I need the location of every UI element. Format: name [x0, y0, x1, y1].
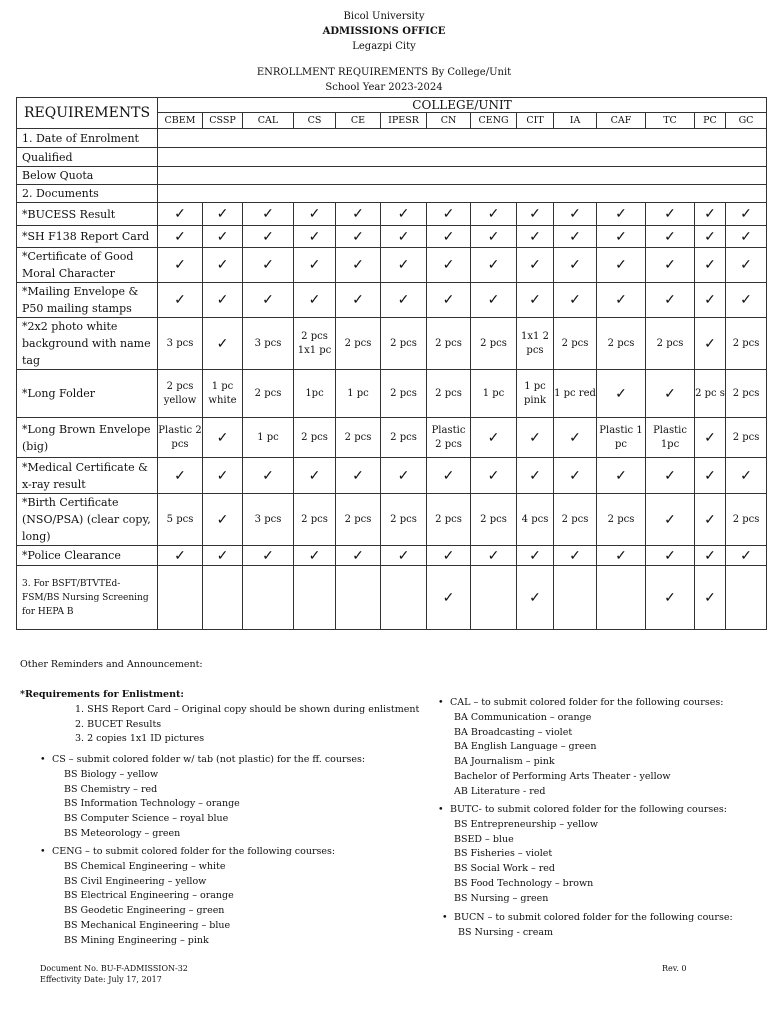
requirement-row	[17, 283, 767, 318]
requirement-cell: 2 pcs	[381, 494, 427, 546]
ceng-section	[52, 845, 335, 949]
check-icon: ✓	[203, 203, 243, 226]
document-title: ENROLLMENT REQUIREMENTS By College/Unit	[256, 67, 512, 78]
requirement-cell	[203, 566, 243, 630]
requirement-cell	[554, 566, 597, 630]
course-color-item: BA English Language – green	[454, 741, 597, 753]
course-color-item: BA Communication – orange	[454, 711, 592, 723]
check-icon: ✓	[471, 458, 517, 494]
footer-doc-info	[40, 963, 188, 985]
column-header: CAF	[597, 113, 646, 129]
check-icon: ✓	[203, 494, 243, 546]
requirement-label: *SH F138 Report Card	[17, 226, 158, 248]
requirement-cell: 2 pcs	[336, 494, 381, 546]
check-icon: ✓	[726, 546, 767, 566]
school-year: School Year 2023-2024	[325, 82, 443, 93]
check-icon: ✓	[427, 248, 471, 283]
check-icon: ✓	[646, 370, 695, 418]
effectivity-date: Effectivity Date: July 17, 2017	[40, 975, 162, 984]
check-icon: ✓	[243, 203, 294, 226]
column-header: CN	[427, 113, 471, 129]
column-header: CENG	[471, 113, 517, 129]
reminders-title: Other Reminders and Announcement:	[20, 659, 203, 670]
check-icon: ✓	[726, 226, 767, 248]
course-color-item: BS Biology – yellow	[64, 768, 159, 780]
check-icon: ✓	[243, 458, 294, 494]
course-color-item: Bachelor of Performing Arts Theater - yellow	[454, 770, 671, 782]
check-icon: ✓	[695, 458, 726, 494]
check-icon: ✓	[726, 283, 767, 318]
check-icon: ✓	[336, 458, 381, 494]
requirement-row	[17, 129, 767, 148]
requirement-cell: 3 pcs	[158, 318, 203, 370]
column-header: IPESR	[381, 113, 427, 129]
check-icon: ✓	[554, 203, 597, 226]
course-color-item: BS Fisheries – violet	[454, 848, 553, 860]
check-icon: ✓	[294, 226, 336, 248]
enlistment-title: *Requirements for Enlistment:	[20, 689, 184, 700]
requirement-cell	[726, 566, 767, 630]
bucn-section	[454, 911, 733, 941]
requirement-row	[17, 566, 767, 630]
check-icon: ✓	[294, 248, 336, 283]
check-icon: ✓	[158, 226, 203, 248]
check-icon: ✓	[427, 226, 471, 248]
bucn-intro: • BUCN – to submit colored folder for the following course:	[454, 911, 733, 926]
requirement-label: *Medical Certificate & x-ray result	[17, 458, 158, 494]
requirements-header: REQUIREMENTS	[17, 98, 158, 129]
check-icon: ✓	[646, 458, 695, 494]
course-color-item: BS Civil Engineering – yellow	[64, 875, 207, 887]
requirement-cell: 2 pcs	[726, 318, 767, 370]
check-icon: ✓	[336, 226, 381, 248]
check-icon: ✓	[517, 283, 554, 318]
empty-cell	[158, 167, 767, 185]
check-icon: ✓	[427, 203, 471, 226]
check-icon: ✓	[336, 546, 381, 566]
requirement-cell: 1 pc white	[203, 370, 243, 418]
requirement-cell	[597, 566, 646, 630]
requirement-cell: 2 pcs	[381, 318, 427, 370]
requirement-cell: 2 pcs	[381, 370, 427, 418]
requirement-label: Qualified	[17, 148, 158, 167]
course-color-item: BA Journalism – pink	[454, 756, 555, 768]
check-icon: ✓	[695, 203, 726, 226]
check-icon: ✓	[554, 546, 597, 566]
course-color-item: BA Broadcasting – violet	[454, 726, 573, 738]
check-icon: ✓	[471, 283, 517, 318]
course-color-item: BS Food Technology – brown	[454, 877, 594, 889]
check-icon: ✓	[554, 226, 597, 248]
check-icon: ✓	[597, 370, 646, 418]
check-icon: ✓	[695, 283, 726, 318]
course-color-item: BS Social Work – red	[454, 863, 555, 875]
cal-section	[450, 696, 723, 800]
requirement-cell: 1 pc red	[554, 370, 597, 418]
requirement-row	[17, 370, 767, 418]
check-icon: ✓	[381, 283, 427, 318]
check-icon: ✓	[471, 418, 517, 458]
check-icon: ✓	[646, 283, 695, 318]
column-header: TC	[646, 113, 695, 129]
course-color-item: BS Information Technology – orange	[64, 798, 240, 810]
requirement-row	[17, 203, 767, 226]
check-icon: ✓	[646, 566, 695, 630]
requirement-cell: 2 pcs	[646, 318, 695, 370]
check-icon: ✓	[294, 203, 336, 226]
requirement-cell: Plastic 1pc	[646, 418, 695, 458]
requirement-row	[17, 167, 767, 185]
check-icon: ✓	[597, 458, 646, 494]
requirement-cell: 3 pcs	[243, 494, 294, 546]
requirement-label: *Long Folder	[17, 370, 158, 418]
requirement-label: *Long Brown Envelope (big)	[17, 418, 158, 458]
enlistment-item: 1. SHS Report Card – Original copy should be shown during enlistment	[75, 703, 420, 715]
check-icon: ✓	[203, 248, 243, 283]
column-header: GC	[726, 113, 767, 129]
course-color-item: BSED – blue	[454, 833, 514, 845]
check-icon: ✓	[695, 318, 726, 370]
course-color-item: BS Mining Engineering – pink	[64, 934, 209, 946]
requirement-row	[17, 148, 767, 167]
course-color-item: BS Computer Science – royal blue	[64, 813, 229, 825]
butc-section	[450, 803, 727, 907]
check-icon: ✓	[726, 248, 767, 283]
column-header: CBEM	[158, 113, 203, 129]
check-icon: ✓	[597, 546, 646, 566]
column-header: CE	[336, 113, 381, 129]
check-icon: ✓	[243, 546, 294, 566]
requirement-cell: Plastic 2 pcs	[427, 418, 471, 458]
check-icon: ✓	[471, 226, 517, 248]
course-color-item: BS Nursing - cream	[458, 926, 553, 938]
requirement-cell: 5 pcs	[158, 494, 203, 546]
check-icon: ✓	[294, 546, 336, 566]
check-icon: ✓	[158, 248, 203, 283]
check-icon: ✓	[695, 248, 726, 283]
requirement-cell: 2 pcs 1x1 pc	[294, 318, 336, 370]
course-color-item: BS Meteorology – green	[64, 827, 181, 839]
city-name: Legazpi City	[352, 41, 416, 52]
check-icon: ✓	[597, 248, 646, 283]
check-icon: ✓	[381, 226, 427, 248]
course-color-item: AB Literature - red	[454, 785, 546, 797]
requirement-cell: 2 pcs yellow	[158, 370, 203, 418]
check-icon: ✓	[203, 226, 243, 248]
cs-section	[52, 753, 365, 842]
requirement-label: *Birth Certificate (NSO/PSA) (clear copy, long)	[17, 494, 158, 546]
college-unit-header: COLLEGE/UNIT	[158, 98, 767, 113]
check-icon: ✓	[695, 226, 726, 248]
check-icon: ✓	[427, 283, 471, 318]
requirement-label: Below Quota	[17, 167, 158, 185]
requirement-cell: 1 pc	[336, 370, 381, 418]
requirement-cell: Plastic 2 pcs	[158, 418, 203, 458]
column-header: PC	[695, 113, 726, 129]
check-icon: ✓	[158, 458, 203, 494]
check-icon: ✓	[597, 226, 646, 248]
requirement-cell: 2 pcs	[336, 318, 381, 370]
check-icon: ✓	[695, 418, 726, 458]
requirement-cell	[243, 566, 294, 630]
check-icon: ✓	[517, 226, 554, 248]
requirement-cell	[381, 566, 427, 630]
check-icon: ✓	[517, 248, 554, 283]
requirement-cell: 4 pcs	[517, 494, 554, 546]
requirement-label: 3. For BSFT/BTVTEd-FSM/BS Nursing Screening for HEPA B	[17, 566, 158, 630]
requirement-cell: 2 pcs	[427, 318, 471, 370]
requirement-cell: 1 pc	[471, 370, 517, 418]
check-icon: ✓	[471, 546, 517, 566]
requirement-cell: 1 pc pink	[517, 370, 554, 418]
requirement-row	[17, 546, 767, 566]
requirement-cell: 2 pcs	[597, 318, 646, 370]
requirement-label: 2. Documents	[17, 185, 158, 203]
requirement-cell: 2 pcs	[243, 370, 294, 418]
column-header: CS	[294, 113, 336, 129]
check-icon: ✓	[554, 248, 597, 283]
requirement-label: *Certificate of Good Moral Character	[17, 248, 158, 283]
check-icon: ✓	[203, 546, 243, 566]
course-color-item: BS Chemical Engineering – white	[64, 860, 226, 872]
requirement-cell: 3 pcs	[243, 318, 294, 370]
check-icon: ✓	[471, 248, 517, 283]
check-icon: ✓	[427, 546, 471, 566]
check-icon: ✓	[695, 494, 726, 546]
check-icon: ✓	[646, 546, 695, 566]
butc-intro: • BUTC- to submit colored folder for the following courses:	[450, 803, 727, 818]
empty-cell	[158, 185, 767, 203]
requirement-cell: 2 pcs	[726, 418, 767, 458]
column-header: CAL	[243, 113, 294, 129]
requirement-cell: 2 pcs	[597, 494, 646, 546]
check-icon: ✓	[517, 546, 554, 566]
course-color-item: BS Mechanical Engineering – blue	[64, 919, 231, 931]
document-number: Document No. BU-F-ADMISSION-32	[40, 964, 188, 973]
check-icon: ✓	[336, 248, 381, 283]
requirement-label: *2x2 photo white background with name tag	[17, 318, 158, 370]
check-icon: ✓	[294, 458, 336, 494]
requirement-label: 1. Date of Enrolment	[17, 129, 158, 148]
check-icon: ✓	[695, 546, 726, 566]
requirement-cell: 2 pcs	[427, 370, 471, 418]
check-icon: ✓	[381, 203, 427, 226]
requirement-cell	[336, 566, 381, 630]
check-icon: ✓	[158, 546, 203, 566]
enlistment-item: 3. 2 copies 1x1 ID pictures	[75, 733, 205, 745]
requirement-cell: 1pc	[294, 370, 336, 418]
requirement-row	[17, 248, 767, 283]
requirement-row	[17, 418, 767, 458]
check-icon: ✓	[381, 458, 427, 494]
requirement-cell: 2 pcs	[554, 318, 597, 370]
requirement-label: *Mailing Envelope & P50 mailing stamps	[17, 283, 158, 318]
requirement-cell	[471, 566, 517, 630]
requirement-cell: 2 pcs	[294, 494, 336, 546]
revision-number: Rev. 0	[662, 964, 687, 973]
check-icon: ✓	[203, 458, 243, 494]
requirement-row	[17, 318, 767, 370]
requirement-cell: 2 pcs	[294, 418, 336, 458]
check-icon: ✓	[695, 566, 726, 630]
requirement-cell: 2 pc s	[695, 370, 726, 418]
check-icon: ✓	[726, 203, 767, 226]
ceng-intro: • CENG – to submit colored folder for the following courses:	[52, 845, 335, 860]
check-icon: ✓	[646, 494, 695, 546]
column-header: IA	[554, 113, 597, 129]
check-icon: ✓	[381, 248, 427, 283]
check-icon: ✓	[427, 566, 471, 630]
requirement-label: *BUCESS Result	[17, 203, 158, 226]
requirements-table	[16, 97, 767, 630]
column-header: CIT	[517, 113, 554, 129]
cs-intro: • CS – submit colored folder w/ tab (not plastic) for the ff. courses:	[52, 753, 365, 768]
requirement-cell: 2 pcs	[726, 494, 767, 546]
requirement-row	[17, 458, 767, 494]
check-icon: ✓	[336, 203, 381, 226]
empty-cell	[158, 129, 767, 148]
enlistment-section	[20, 688, 419, 747]
empty-cell	[158, 148, 767, 167]
requirement-cell: 2 pcs	[554, 494, 597, 546]
check-icon: ✓	[381, 546, 427, 566]
requirement-cell	[158, 566, 203, 630]
check-icon: ✓	[158, 283, 203, 318]
requirement-label: *Police Clearance	[17, 546, 158, 566]
requirement-row	[17, 226, 767, 248]
check-icon: ✓	[427, 458, 471, 494]
course-color-item: BS Chemistry – red	[64, 783, 158, 795]
requirement-row	[17, 185, 767, 203]
check-icon: ✓	[243, 226, 294, 248]
check-icon: ✓	[597, 283, 646, 318]
requirement-cell: 2 pcs	[726, 370, 767, 418]
check-icon: ✓	[158, 203, 203, 226]
institution-name: Bicol University	[343, 11, 425, 22]
check-icon: ✓	[517, 458, 554, 494]
check-icon: ✓	[726, 458, 767, 494]
check-icon: ✓	[203, 418, 243, 458]
check-icon: ✓	[597, 203, 646, 226]
course-color-item: BS Geodetic Engineering – green	[64, 905, 225, 917]
check-icon: ✓	[243, 248, 294, 283]
requirement-cell: 2 pcs	[381, 418, 427, 458]
requirement-row	[17, 494, 767, 546]
check-icon: ✓	[517, 566, 554, 630]
requirement-cell: 2 pcs	[336, 418, 381, 458]
check-icon: ✓	[646, 248, 695, 283]
course-color-item: BS Entrepreneurship – yellow	[454, 818, 599, 830]
check-icon: ✓	[554, 283, 597, 318]
cal-intro: • CAL – to submit colored folder for the following courses:	[450, 696, 723, 711]
check-icon: ✓	[517, 203, 554, 226]
check-icon: ✓	[646, 203, 695, 226]
enlistment-item: 2. BUCET Results	[75, 718, 162, 730]
requirement-cell: 2 pcs	[427, 494, 471, 546]
column-header: CSSP	[203, 113, 243, 129]
requirement-cell: Plastic 1 pc	[597, 418, 646, 458]
course-color-item: BS Nursing – green	[454, 892, 549, 904]
requirement-cell: 1 pc	[243, 418, 294, 458]
check-icon: ✓	[554, 458, 597, 494]
requirement-cell: 1x1 2 pcs	[517, 318, 554, 370]
check-icon: ✓	[517, 418, 554, 458]
check-icon: ✓	[243, 283, 294, 318]
requirement-cell: 2 pcs	[471, 318, 517, 370]
check-icon: ✓	[554, 418, 597, 458]
office-name: ADMISSIONS OFFICE	[322, 26, 446, 37]
check-icon: ✓	[646, 226, 695, 248]
check-icon: ✓	[203, 283, 243, 318]
check-icon: ✓	[203, 318, 243, 370]
check-icon: ✓	[294, 283, 336, 318]
check-icon: ✓	[471, 203, 517, 226]
course-color-item: BS Electrical Engineering – orange	[64, 890, 234, 902]
requirement-cell	[294, 566, 336, 630]
check-icon: ✓	[336, 283, 381, 318]
requirement-cell: 2 pcs	[471, 494, 517, 546]
